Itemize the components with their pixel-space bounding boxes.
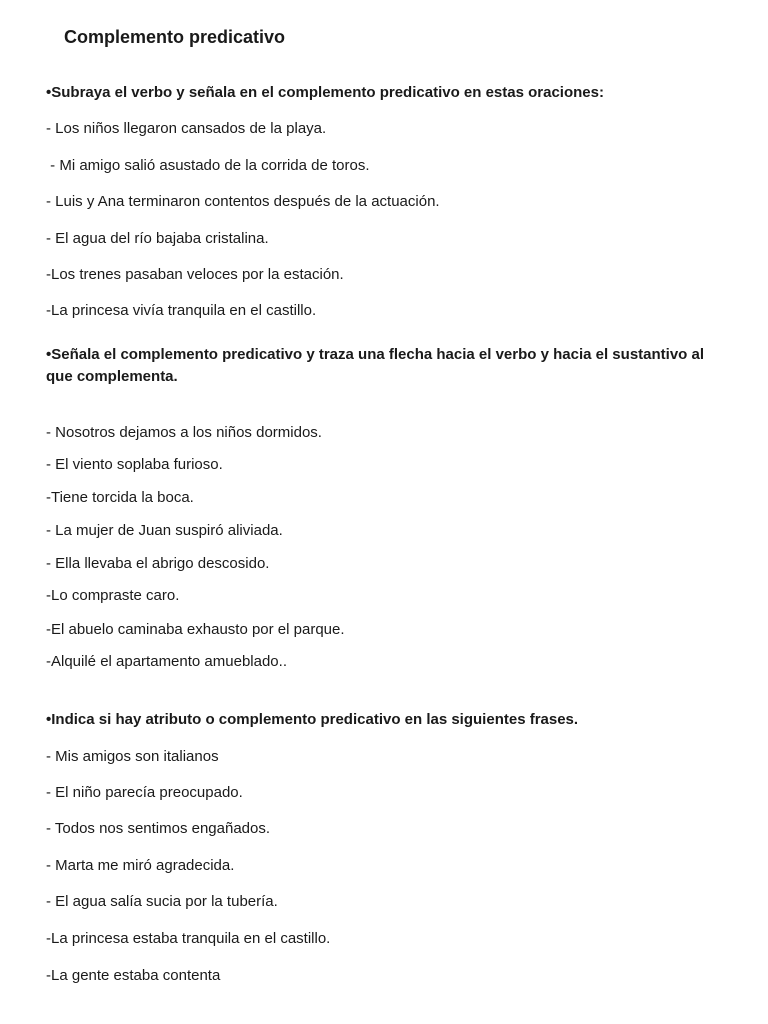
section-1-item: -La princesa vivía tranquila en el castillo. <box>46 302 317 319</box>
section-2-item: - El viento soplaba furioso. <box>46 456 223 473</box>
section-1-item: - Mi amigo salió asustado de la corrida de toros. <box>46 157 370 174</box>
section-2-item: -Tiene torcida la boca. <box>46 489 194 506</box>
section-3-item: - El niño parecía preocupado. <box>46 784 243 801</box>
section-2-item: -Alquilé el apartamento amueblado.. <box>46 653 287 670</box>
section-1-item: - Luis y Ana terminaron contentos después de la actuación. <box>46 193 440 210</box>
section-3-item: -La gente estaba contenta <box>46 967 221 984</box>
section-3-item: - El agua salía sucia por la tubería. <box>46 893 278 910</box>
section-2-item: -El abuelo caminaba exhausto por el parque. <box>46 621 345 638</box>
section-3-heading: •Indica si hay atributo o complemento predicativo en las siguientes frases. <box>46 711 579 728</box>
section-3-item: - Todos nos sentimos engañados. <box>46 820 271 837</box>
section-1-item: - Los niños llegaron cansados de la playa. <box>46 120 327 137</box>
section-1-item: - El agua del río bajaba cristalina. <box>46 230 269 247</box>
section-2-item: - La mujer de Juan suspiró aliviada. <box>46 522 283 539</box>
section-1-item: -Los trenes pasaban veloces por la estación. <box>46 266 344 283</box>
section-3-item: - Marta me miró agradecida. <box>46 857 235 874</box>
section-2-item: - Nosotros dejamos a los niños dormidos. <box>46 424 322 441</box>
page-title: Complemento predicativo <box>64 27 286 47</box>
section-2-item: - Ella llevaba el abrigo descosido. <box>46 555 270 572</box>
section-3-item: -La princesa estaba tranquila en el castillo. <box>46 930 331 947</box>
section-3-item: - Mis amigos son italianos <box>46 748 219 765</box>
section-2-heading: •Señala el complemento predicativo y traza una flecha hacia el verbo y hacia el sustantivo al que complementa. <box>46 346 705 385</box>
section-1-heading: •Subraya el verbo y señala en el complemento predicativo en estas oraciones: <box>46 84 604 101</box>
section-2-item: -Lo compraste caro. <box>46 587 180 604</box>
